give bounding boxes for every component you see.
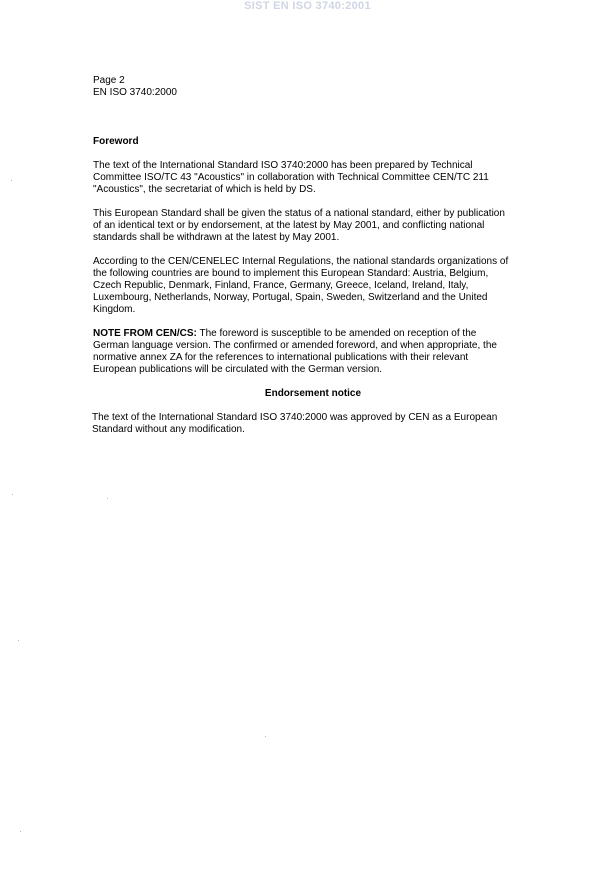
text-line: Luxembourg, Netherlands, Norway, Portugal, Spain, Sweden, Switzerland and the United bbox=[93, 292, 488, 303]
text-line: of an identical text or by endorsement, at the latest by May 2001, and conflicting national bbox=[93, 220, 485, 231]
text-line: "Acoustics", the secretariat of which is held by DS. bbox=[93, 184, 316, 195]
note-text: The foreword is susceptible to be amended on reception of the bbox=[196, 328, 477, 339]
document-body bbox=[93, 136, 533, 448]
scan-speck bbox=[12, 494, 13, 495]
text-line: European publications will be circulated with the German version. bbox=[93, 364, 383, 375]
text-line: The text of the International Standard ISO 3740:2000 was approved by CEN as a European bbox=[92, 412, 498, 423]
note-paragraph bbox=[93, 328, 533, 376]
scan-speck bbox=[20, 831, 21, 832]
scan-speck bbox=[11, 180, 12, 181]
text-line: According to the CEN/CENELEC Internal Regulations, the national standards organizations of bbox=[93, 256, 509, 267]
scan-speck bbox=[18, 640, 19, 641]
text-line: normative annex ZA for the references to international publications with their relevant bbox=[93, 352, 469, 363]
foreword-paragraph-1 bbox=[93, 160, 533, 196]
note-label: NOTE FROM CEN/CS: bbox=[93, 328, 197, 339]
text-line: standards shall be withdrawn at the latest by May 2001. bbox=[93, 232, 340, 243]
text-line: Committee ISO/TC 43 "Acoustics" in collaboration with Technical Committee CEN/TC 211 bbox=[93, 172, 489, 183]
text-line: This European Standard shall be given the status of a national standard, either by publication bbox=[93, 208, 505, 219]
page-header bbox=[93, 75, 177, 99]
text-line bbox=[93, 328, 533, 340]
foreword-heading: Foreword bbox=[93, 136, 139, 147]
watermark: SIST EN ISO 3740:2001 bbox=[244, 0, 371, 12]
text-line: Standard without any modification. bbox=[92, 424, 245, 435]
endorsement-heading: Endorsement notice bbox=[264, 388, 362, 399]
text-line: The text of the International Standard ISO 3740:2000 has been prepared by Technical bbox=[93, 160, 473, 171]
page-number: Page 2 bbox=[93, 75, 125, 86]
scan-speck bbox=[265, 736, 266, 737]
foreword-paragraph-3 bbox=[93, 256, 533, 316]
standard-id: EN ISO 3740:2000 bbox=[93, 87, 177, 98]
text-line: German language version. The confirmed or amended foreword, and when appropriate, the bbox=[93, 340, 497, 351]
scan-speck bbox=[107, 498, 108, 499]
foreword-paragraph-2 bbox=[93, 208, 533, 244]
text-line: the following countries are bound to implement this European Standard: Austria, Belgium, bbox=[93, 268, 489, 279]
endorsement-paragraph bbox=[92, 412, 534, 436]
text-line: Kingdom. bbox=[93, 304, 136, 315]
text-line: Czech Republic, Denmark, Finland, France, Germany, Greece, Iceland, Ireland, Italy, bbox=[93, 280, 469, 291]
